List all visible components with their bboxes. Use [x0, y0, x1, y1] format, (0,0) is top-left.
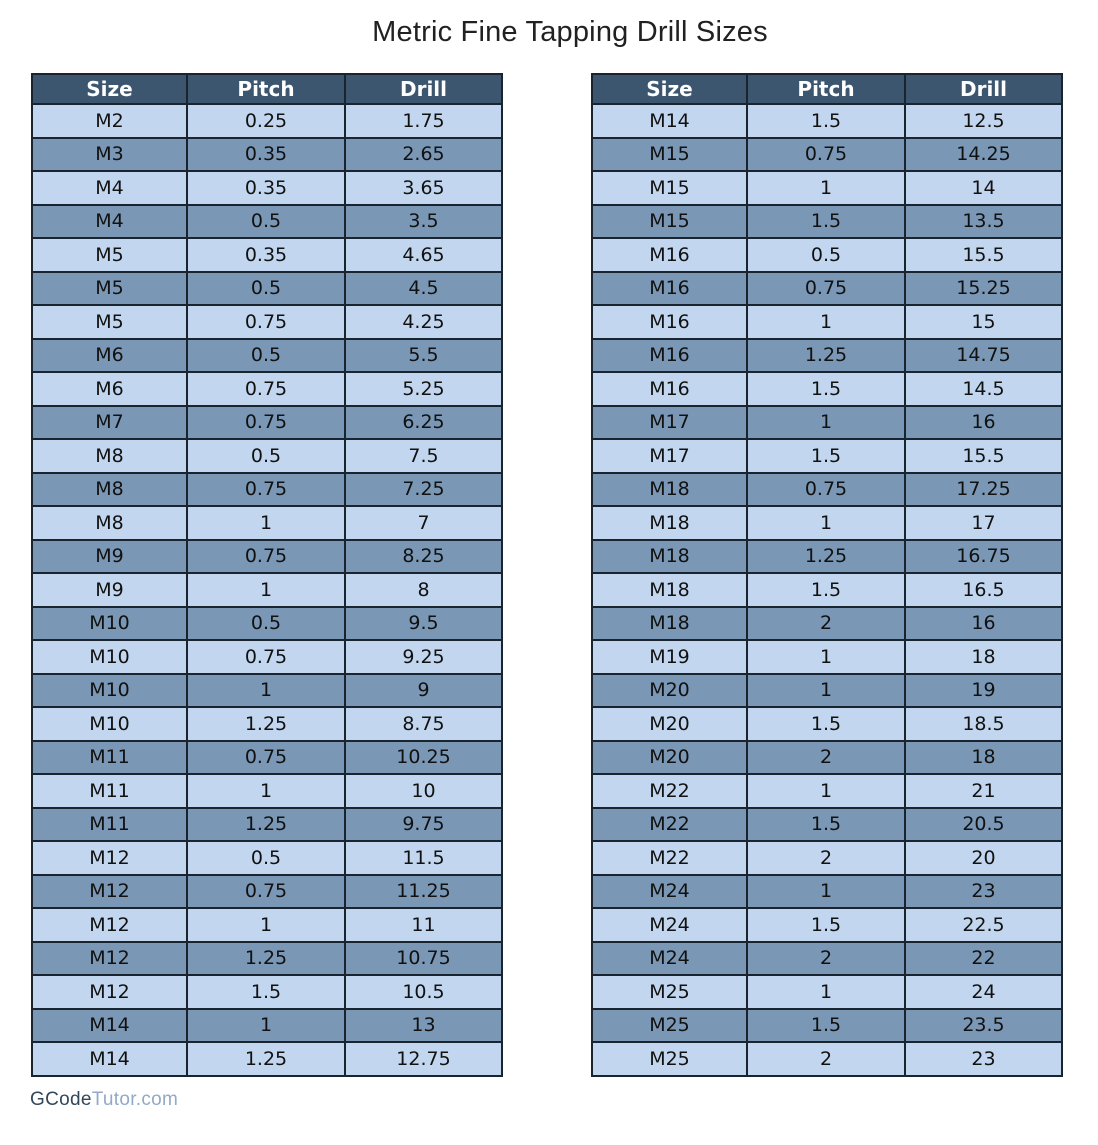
table-row [32, 1009, 502, 1043]
cell-size: M20 [592, 741, 747, 775]
cell-size: M8 [32, 506, 187, 540]
cell-size: M8 [32, 473, 187, 507]
cell-drill: 15.5 [905, 439, 1062, 473]
cell-pitch: 1 [747, 774, 905, 808]
cell-pitch: 0.5 [187, 205, 345, 239]
cell-drill: 14 [905, 171, 1062, 205]
cell-drill: 7.25 [345, 473, 502, 507]
cell-drill: 9 [345, 674, 502, 708]
cell-size: M16 [592, 272, 747, 306]
cell-pitch: 1.5 [747, 908, 905, 942]
cell-drill: 10 [345, 774, 502, 808]
table-row [592, 942, 1062, 976]
cell-drill: 18.5 [905, 707, 1062, 741]
table-row [32, 104, 502, 138]
cell-drill: 15.25 [905, 272, 1062, 306]
cell-drill: 12.5 [905, 104, 1062, 138]
column-header-size: Size [592, 74, 747, 104]
table-row [32, 506, 502, 540]
cell-drill: 16 [905, 406, 1062, 440]
table-row [32, 841, 502, 875]
cell-drill: 4.5 [345, 272, 502, 306]
cell-drill: 10.25 [345, 741, 502, 775]
cell-pitch: 1.5 [747, 205, 905, 239]
cell-pitch: 1 [187, 573, 345, 607]
cell-drill: 4.65 [345, 238, 502, 272]
cell-drill: 18 [905, 741, 1062, 775]
cell-drill: 6.25 [345, 406, 502, 440]
table-row [592, 506, 1062, 540]
drill-table-right [591, 73, 1063, 1077]
cell-drill: 13 [345, 1009, 502, 1043]
cell-drill: 3.5 [345, 205, 502, 239]
cell-size: M17 [592, 406, 747, 440]
table-row [32, 908, 502, 942]
cell-drill: 14.75 [905, 339, 1062, 373]
cell-pitch: 1 [187, 774, 345, 808]
table-row [32, 372, 502, 406]
cell-pitch: 2 [747, 741, 905, 775]
column-header-pitch: Pitch [747, 74, 905, 104]
cell-pitch: 1.5 [747, 372, 905, 406]
cell-pitch: 1 [187, 674, 345, 708]
cell-size: M18 [592, 607, 747, 641]
cell-pitch: 1 [747, 406, 905, 440]
cell-size: M18 [592, 506, 747, 540]
table-row [592, 573, 1062, 607]
cell-size: M24 [592, 942, 747, 976]
column-header-size: Size [32, 74, 187, 104]
drill-table-left [31, 73, 503, 1077]
cell-size: M14 [32, 1042, 187, 1076]
cell-pitch: 0.5 [187, 607, 345, 641]
cell-drill: 8 [345, 573, 502, 607]
cell-size: M4 [32, 171, 187, 205]
cell-size: M11 [32, 741, 187, 775]
table-row [592, 640, 1062, 674]
cell-size: M25 [592, 1009, 747, 1043]
cell-drill: 18 [905, 640, 1062, 674]
table-row [32, 942, 502, 976]
cell-drill: 16.75 [905, 540, 1062, 574]
cell-drill: 13.5 [905, 205, 1062, 239]
cell-drill: 21 [905, 774, 1062, 808]
cell-size: M7 [32, 406, 187, 440]
table-row [592, 272, 1062, 306]
cell-size: M5 [32, 238, 187, 272]
cell-size: M17 [592, 439, 747, 473]
table-row [32, 238, 502, 272]
table-row [592, 372, 1062, 406]
cell-size: M9 [32, 573, 187, 607]
table-row [32, 607, 502, 641]
cell-size: M9 [32, 540, 187, 574]
table-row [32, 540, 502, 574]
cell-drill: 8.25 [345, 540, 502, 574]
cell-drill: 22 [905, 942, 1062, 976]
cell-size: M18 [592, 573, 747, 607]
cell-pitch: 0.35 [187, 171, 345, 205]
cell-size: M12 [32, 942, 187, 976]
header-row [592, 74, 1062, 104]
cell-pitch: 0.35 [187, 238, 345, 272]
cell-size: M25 [592, 1042, 747, 1076]
table-row [32, 674, 502, 708]
table-row [32, 1042, 502, 1076]
cell-drill: 11.25 [345, 875, 502, 909]
cell-size: M12 [32, 841, 187, 875]
table-row [32, 808, 502, 842]
table-row [32, 774, 502, 808]
cell-drill: 4.25 [345, 305, 502, 339]
table-row [592, 1009, 1062, 1043]
cell-pitch: 1.5 [747, 439, 905, 473]
cell-drill: 23 [905, 1042, 1062, 1076]
cell-pitch: 0.35 [187, 138, 345, 172]
cell-pitch: 1.5 [747, 808, 905, 842]
cell-size: M12 [32, 875, 187, 909]
cell-drill: 9.5 [345, 607, 502, 641]
cell-drill: 15.5 [905, 238, 1062, 272]
cell-pitch: 1.25 [187, 707, 345, 741]
cell-drill: 9.25 [345, 640, 502, 674]
page-title: Metric Fine Tapping Drill Sizes [372, 16, 768, 48]
cell-size: M6 [32, 339, 187, 373]
cell-size: M15 [592, 205, 747, 239]
cell-size: M20 [592, 674, 747, 708]
cell-drill: 1.75 [345, 104, 502, 138]
table-row [592, 808, 1062, 842]
cell-drill: 20.5 [905, 808, 1062, 842]
table-row [32, 439, 502, 473]
table-row [592, 406, 1062, 440]
cell-pitch: 0.75 [187, 540, 345, 574]
table-row [592, 875, 1062, 909]
table-row [592, 1042, 1062, 1076]
cell-pitch: 1.25 [747, 339, 905, 373]
cell-size: M10 [32, 607, 187, 641]
table-row [32, 473, 502, 507]
table-row [32, 305, 502, 339]
cell-drill: 23.5 [905, 1009, 1062, 1043]
cell-size: M14 [592, 104, 747, 138]
cell-pitch: 0.25 [187, 104, 345, 138]
cell-pitch: 0.5 [187, 841, 345, 875]
watermark [30, 1089, 1098, 1111]
cell-size: M25 [592, 975, 747, 1009]
cell-size: M6 [32, 372, 187, 406]
cell-drill: 22.5 [905, 908, 1062, 942]
cell-drill: 23 [905, 875, 1062, 909]
column-header-drill: Drill [905, 74, 1062, 104]
cell-pitch: 2 [747, 841, 905, 875]
cell-pitch: 2 [747, 1042, 905, 1076]
cell-size: M22 [592, 808, 747, 842]
cell-size: M12 [32, 975, 187, 1009]
cell-size: M22 [592, 841, 747, 875]
cell-pitch: 1.25 [187, 1042, 345, 1076]
table-row [32, 138, 502, 172]
cell-drill: 5.25 [345, 372, 502, 406]
table-row [592, 439, 1062, 473]
cell-size: M10 [32, 640, 187, 674]
cell-pitch: 0.75 [187, 875, 345, 909]
cell-drill: 16.5 [905, 573, 1062, 607]
cell-pitch: 1 [747, 875, 905, 909]
cell-pitch: 1.5 [187, 975, 345, 1009]
cell-pitch: 0.75 [187, 741, 345, 775]
table-row [32, 171, 502, 205]
cell-drill: 12.75 [345, 1042, 502, 1076]
cell-pitch: 1 [187, 1009, 345, 1043]
table-row [592, 238, 1062, 272]
cell-pitch: 0.75 [187, 372, 345, 406]
cell-drill: 17.25 [905, 473, 1062, 507]
cell-drill: 19 [905, 674, 1062, 708]
cell-pitch: 1.5 [747, 707, 905, 741]
cell-size: M5 [32, 305, 187, 339]
cell-size: M15 [592, 138, 747, 172]
cell-pitch: 0.5 [747, 238, 905, 272]
cell-size: M16 [592, 238, 747, 272]
table-row [592, 841, 1062, 875]
cell-pitch: 1.5 [747, 104, 905, 138]
table-row [592, 473, 1062, 507]
cell-pitch: 1 [187, 908, 345, 942]
table-row [32, 707, 502, 741]
cell-size: M2 [32, 104, 187, 138]
cell-size: M3 [32, 138, 187, 172]
table-row [592, 674, 1062, 708]
cell-size: M20 [592, 707, 747, 741]
cell-pitch: 1 [747, 640, 905, 674]
cell-drill: 7 [345, 506, 502, 540]
table-row [32, 205, 502, 239]
table-row [32, 339, 502, 373]
cell-size: M16 [592, 372, 747, 406]
cell-drill: 7.5 [345, 439, 502, 473]
tables-container [0, 73, 1098, 1077]
table-row [592, 741, 1062, 775]
cell-pitch: 0.75 [187, 305, 345, 339]
cell-size: M16 [592, 305, 747, 339]
table-row [32, 875, 502, 909]
table-row [32, 272, 502, 306]
column-header-drill: Drill [345, 74, 502, 104]
cell-size: M10 [32, 674, 187, 708]
cell-size: M16 [592, 339, 747, 373]
cell-drill: 15 [905, 305, 1062, 339]
cell-size: M11 [32, 774, 187, 808]
cell-pitch: 1.5 [747, 1009, 905, 1043]
cell-size: M24 [592, 875, 747, 909]
table-row [592, 104, 1062, 138]
cell-pitch: 1 [747, 305, 905, 339]
cell-drill: 8.75 [345, 707, 502, 741]
cell-size: M8 [32, 439, 187, 473]
cell-size: M24 [592, 908, 747, 942]
cell-drill: 10.75 [345, 942, 502, 976]
column-header-pitch: Pitch [187, 74, 345, 104]
cell-size: M22 [592, 774, 747, 808]
cell-pitch: 0.5 [187, 339, 345, 373]
cell-size: M12 [32, 908, 187, 942]
table-row [32, 975, 502, 1009]
cell-size: M14 [32, 1009, 187, 1043]
table-row [592, 171, 1062, 205]
cell-size: M19 [592, 640, 747, 674]
table-row [592, 975, 1062, 1009]
cell-drill: 3.65 [345, 171, 502, 205]
cell-drill: 11.5 [345, 841, 502, 875]
table-row [32, 406, 502, 440]
cell-pitch: 0.75 [187, 640, 345, 674]
cell-size: M18 [592, 540, 747, 574]
cell-drill: 5.5 [345, 339, 502, 373]
cell-pitch: 0.75 [747, 272, 905, 306]
table-row [592, 205, 1062, 239]
cell-drill: 11 [345, 908, 502, 942]
cell-drill: 14.5 [905, 372, 1062, 406]
cell-size: M15 [592, 171, 747, 205]
cell-pitch: 1.25 [747, 540, 905, 574]
cell-pitch: 1 [747, 171, 905, 205]
cell-drill: 24 [905, 975, 1062, 1009]
table-row [592, 138, 1062, 172]
cell-pitch: 1.25 [187, 808, 345, 842]
cell-pitch: 1.25 [187, 942, 345, 976]
cell-size: M11 [32, 808, 187, 842]
table-row [32, 741, 502, 775]
cell-pitch: 1 [747, 506, 905, 540]
cell-size: M5 [32, 272, 187, 306]
table-row [592, 305, 1062, 339]
cell-size: M10 [32, 707, 187, 741]
table-row [592, 339, 1062, 373]
cell-pitch: 2 [747, 942, 905, 976]
cell-drill: 16 [905, 607, 1062, 641]
cell-pitch: 1 [187, 506, 345, 540]
table-row [32, 573, 502, 607]
cell-pitch: 0.5 [187, 439, 345, 473]
cell-pitch: 0.75 [747, 473, 905, 507]
table-row [592, 607, 1062, 641]
table-row [592, 707, 1062, 741]
table-row [592, 908, 1062, 942]
watermark-suffix: Tutor.com [91, 1088, 179, 1110]
cell-drill: 14.25 [905, 138, 1062, 172]
table-row [592, 774, 1062, 808]
cell-drill: 10.5 [345, 975, 502, 1009]
cell-pitch: 0.75 [747, 138, 905, 172]
cell-pitch: 1 [747, 674, 905, 708]
cell-pitch: 1 [747, 975, 905, 1009]
cell-size: M4 [32, 205, 187, 239]
table-row [592, 540, 1062, 574]
cell-pitch: 0.5 [187, 272, 345, 306]
watermark-brand: GCode [30, 1088, 92, 1110]
cell-pitch: 0.75 [187, 406, 345, 440]
cell-drill: 2.65 [345, 138, 502, 172]
cell-size: M18 [592, 473, 747, 507]
header-row [32, 74, 502, 104]
table-row [32, 640, 502, 674]
cell-pitch: 1.5 [747, 573, 905, 607]
cell-pitch: 0.75 [187, 473, 345, 507]
cell-drill: 9.75 [345, 808, 502, 842]
cell-drill: 17 [905, 506, 1062, 540]
cell-pitch: 2 [747, 607, 905, 641]
cell-drill: 20 [905, 841, 1062, 875]
